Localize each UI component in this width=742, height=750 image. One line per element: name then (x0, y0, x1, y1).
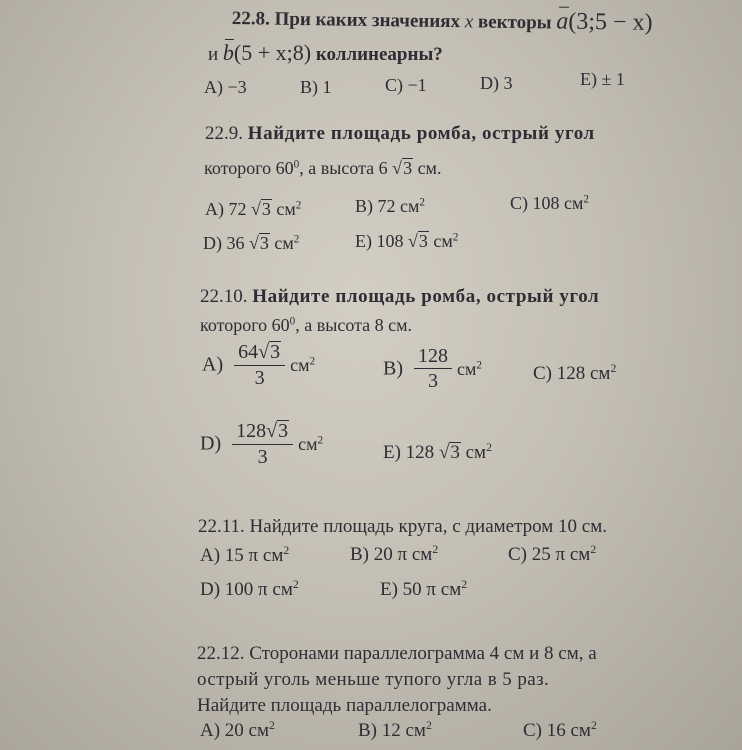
answer-label: A) (202, 353, 224, 376)
answer-b (355, 197, 425, 215)
sqrt-argument: 3 (278, 420, 289, 442)
answer-c (510, 194, 589, 212)
answer-text: C) 25 π см (508, 544, 591, 565)
exponent: 2 (419, 196, 425, 209)
variable-x: x (464, 11, 474, 33)
problem-22-10-line-2 (200, 316, 412, 334)
numerator: 128 (414, 346, 452, 369)
unit: см (290, 354, 310, 375)
problem-text: Найдите площадь ромба, острый угол (252, 286, 600, 307)
degree-mark: 0 (289, 315, 296, 328)
answer-text: C) 128 см (533, 363, 611, 384)
answer-text: E) 50 π см (380, 579, 462, 600)
problem-22-12-line-3: Найдите площадь параллелограмма. (197, 695, 492, 716)
answer-text: B) 72 см (355, 196, 420, 216)
exponent: 2 (476, 358, 482, 371)
answer-text: A) 72 (205, 199, 247, 219)
problem-text: Сторонами параллелограмма 4 см и 8 см, а (249, 643, 597, 664)
sqrt-argument: 3 (261, 199, 271, 219)
answer-a (200, 718, 275, 741)
answer-e: E) 108 √3 $см^2$ (355, 231, 459, 251)
sqrt-argument: 3 (270, 341, 281, 363)
problem-22-8-line-2 (208, 42, 443, 64)
answer-text: C) 108 см (510, 193, 584, 213)
problem-22-11-line-1 (198, 517, 607, 536)
problem-text: векторы (477, 11, 552, 34)
sqrt-argument: 3 (418, 231, 428, 251)
answer-a (200, 543, 290, 566)
exponent: 2 (432, 542, 439, 556)
answer-d: D) $\frac{128√3}{3}$ $см^2$ (200, 420, 324, 468)
problem-text: При каких значениях (274, 8, 461, 33)
unit: см (274, 233, 294, 253)
problem-22-12-line-1 (197, 644, 597, 663)
vector-b: b (222, 40, 234, 65)
problem-text: коллинеарны? (315, 44, 443, 65)
answer-text: D) 100 π см (200, 579, 293, 600)
answer-e (380, 577, 468, 600)
answer-b (350, 542, 439, 565)
problem-text: которого 60 (200, 315, 290, 335)
unit: см (465, 442, 487, 463)
problem-number: 22.11. (198, 516, 245, 537)
problem-22-8-line-1 (232, 5, 653, 35)
exponent: 2 (583, 193, 589, 206)
answer-label: B) (383, 357, 403, 380)
sqrt-argument: 3 (403, 158, 413, 178)
exponent: 2 (590, 542, 597, 556)
problem-number: 22.8. (231, 7, 270, 30)
answer-text: D) 36 (203, 233, 245, 253)
problem-number: 22.10. (200, 286, 248, 307)
answer-d: D) 3 (480, 73, 513, 93)
exponent: 2 (317, 433, 324, 446)
answer-text: B) 12 см (358, 720, 426, 741)
answer-c (523, 718, 597, 741)
answer-e: E) ± 1 (580, 69, 625, 89)
exponent: 2 (292, 577, 299, 591)
answer-a: A) −3 (204, 77, 247, 97)
vector-a-coords: (3;5 − x) (568, 8, 653, 36)
answer-text: A) 15 π см (200, 545, 284, 566)
exponent: 2 (461, 577, 468, 591)
answer-text: E) 108 (355, 231, 404, 251)
problem-text: которого 60 (204, 158, 294, 178)
answer-text: E) 128 (383, 442, 435, 463)
exponent: 2 (610, 361, 617, 375)
answer-b: B) 1 (300, 77, 332, 97)
sqrt-argument: 3 (450, 442, 460, 463)
numerator: 128 (236, 420, 267, 442)
vector-b-coords: (5 + x;8) (233, 40, 312, 65)
answer-text: B) 20 π см (350, 544, 433, 565)
exponent: 2 (283, 543, 290, 557)
answer-e: E) 128 √3 $см^2$ (383, 440, 492, 463)
problem-text: Найдите площадь ромба, острый угол (247, 123, 595, 144)
answer-c (508, 542, 597, 565)
problem-text: Найдите площадь круга, с диаметром 10 см. (249, 516, 608, 537)
answer-d (200, 577, 299, 600)
denominator: 3 (254, 367, 265, 389)
problem-22-9-line-2: которого $60^0$, а высота 6 √3 см. (204, 158, 442, 178)
denominator: 3 (428, 370, 438, 392)
answer-d: D) 36 √3 $см^2$ (203, 233, 300, 253)
answer-label: D) (200, 432, 222, 455)
problem-22-12-line-2: острый уголь меньше тупого угла в 5 раз. (197, 669, 550, 690)
answer-b (358, 718, 432, 741)
degree-mark: 0 (293, 158, 300, 171)
problem-text: , а высота 8 см. (295, 315, 413, 335)
exponent: 2 (590, 718, 597, 732)
answer-a: A) $\frac{64√3}{3}$ $см^2$ (202, 341, 316, 389)
problem-number: 22.9. (205, 123, 243, 144)
exponent: 2 (295, 199, 302, 212)
problem-22-10-line-1 (200, 287, 599, 306)
unit: см (433, 231, 453, 251)
answer-a: A) 72 √3 $см^2$ (205, 199, 302, 219)
problem-text: и (208, 44, 219, 65)
vector-a: a (556, 8, 569, 35)
exponent: 2 (309, 354, 316, 367)
answer-text: A) 20 см (200, 720, 270, 741)
exponent: 2 (269, 718, 275, 732)
exponent: 2 (293, 233, 300, 246)
unit: см (276, 199, 296, 219)
sqrt-argument: 3 (259, 233, 269, 253)
exponent: 2 (452, 231, 459, 244)
problem-number: 22.12. (197, 643, 245, 664)
problem-text: , а высота 6 (299, 158, 388, 178)
answer-c: C) −1 (385, 75, 427, 95)
answer-b (383, 346, 482, 391)
unit: см (457, 358, 477, 379)
denominator: 3 (257, 446, 268, 468)
exponent: 2 (486, 440, 492, 454)
answer-c (533, 361, 617, 384)
numerator: 64 (238, 341, 259, 363)
unit: см (298, 433, 318, 454)
problem-22-9-line-1 (205, 124, 595, 143)
problem-text: см. (417, 158, 442, 178)
answer-text: C) 16 см (523, 720, 591, 741)
exponent: 2 (425, 718, 432, 732)
